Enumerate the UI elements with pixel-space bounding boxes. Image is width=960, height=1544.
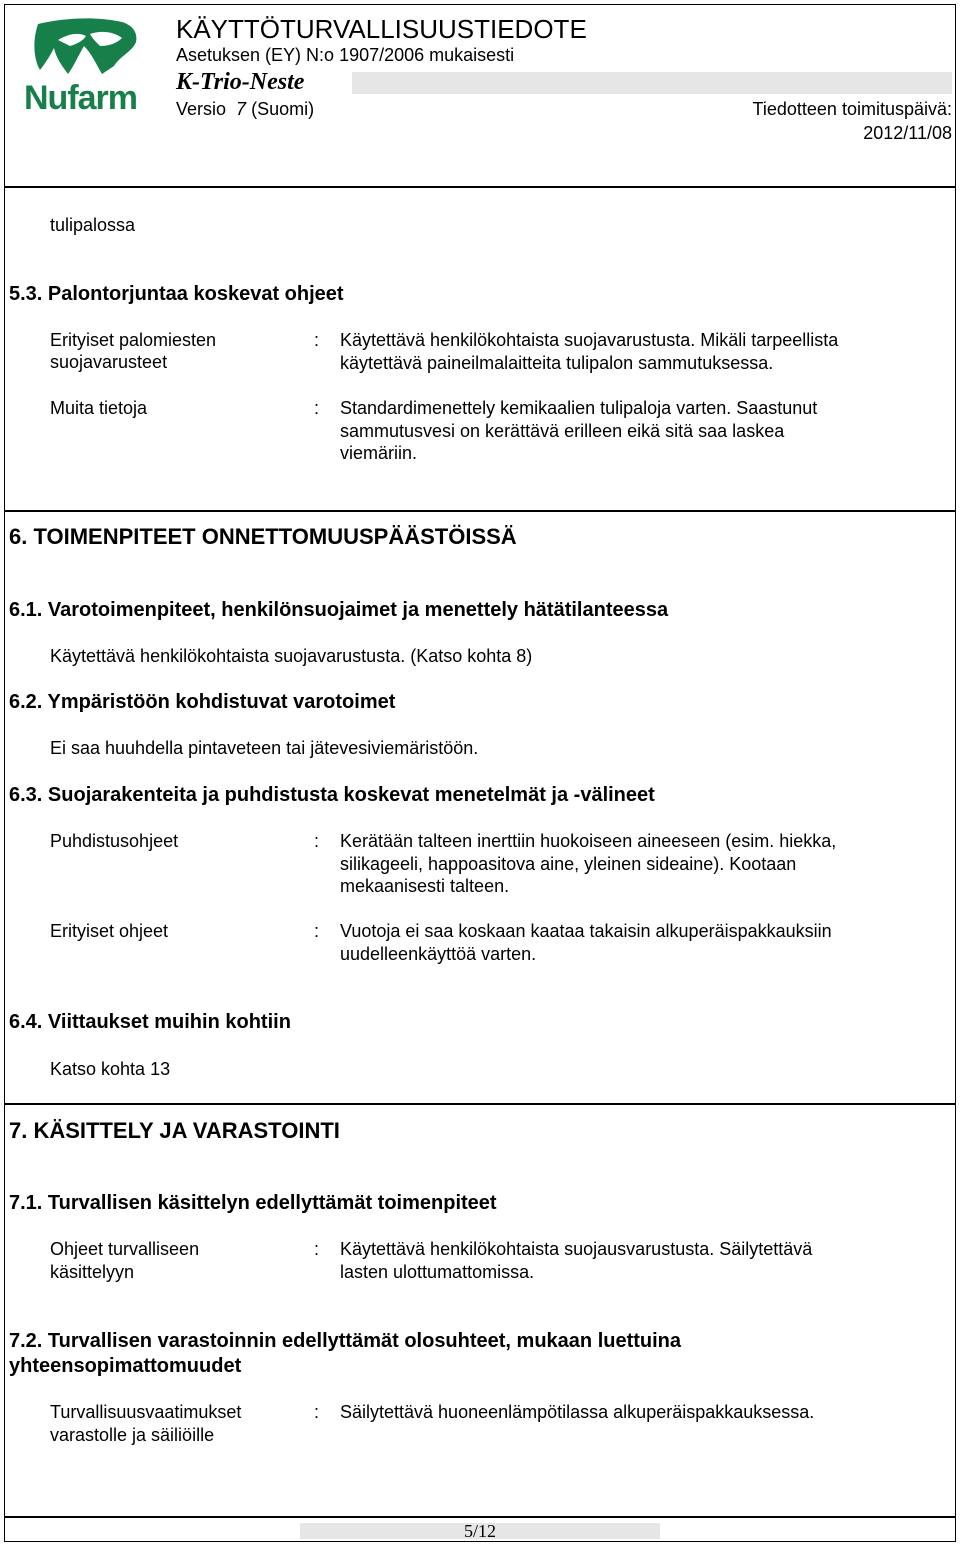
field-colon: : <box>314 831 320 851</box>
page-number: 5/12 <box>463 1521 496 1541</box>
value-line: Kerätään talteen inerttiin huokoiseen aineeseen (esim. hiekka, <box>340 831 837 851</box>
version-language: (Suomi) <box>251 99 315 119</box>
field-label: Muita tietoja <box>50 398 148 418</box>
version-line <box>176 98 314 120</box>
field-value <box>340 397 920 465</box>
section-6-4-heading: 6.4. Viittaukset muihin kohtiin <box>9 1011 291 1033</box>
section-6-4-text: Katso kohta 13 <box>50 1059 171 1079</box>
section-divider <box>4 510 955 512</box>
value-line: lasten ulottumattomissa. <box>340 1261 535 1282</box>
document-title: KÄYTTÖTURVALLISUUSTIEDOTE <box>176 14 587 44</box>
section-6-1-heading: 6.1. Varotoimenpiteet, henkilönsuojaimet ja menettely hätätilanteessa <box>9 599 669 621</box>
field-label: käsittelyyn <box>50 1262 135 1282</box>
field-value <box>340 1401 920 1424</box>
section-6-heading: 6. TOIMENPITEET ONNETTOMUUSPÄÄSTÖISSÄ <box>9 524 517 549</box>
field-colon: : <box>314 330 320 350</box>
section-6-2-text: Ei saa huuhdella pintaveteen tai jätevesiviemäristöön. <box>50 738 479 758</box>
field-colon: : <box>314 921 320 941</box>
value-line: silikageeli, happoasitova aine, yleinen sideaine). Kootaan <box>340 853 797 874</box>
section-6-1-text: Käytettävä henkilökohtaista suojavarustusta. (Katso kohta 8) <box>50 646 533 666</box>
issue-date-label: Tiedotteen toimituspäivä: <box>752 99 952 119</box>
value-line: sammutusvesi on kerättävä erilleen eikä sitä saa laskea <box>340 420 785 441</box>
value-line: Säilytettävä huoneenlämpötilassa alkuperäispakkauksessa. <box>340 1402 815 1422</box>
field-colon: : <box>314 1402 320 1422</box>
value-line: mekaanisesti talteen. <box>340 876 510 896</box>
version-label: Versio <box>176 99 227 119</box>
section-6-2-heading: 6.2. Ympäristöön kohdistuvat varotoimet <box>9 691 396 713</box>
field-colon: : <box>314 1239 320 1259</box>
field-value <box>340 1238 920 1283</box>
issue-date: 2012/11/08 <box>863 123 952 143</box>
value-line: uudelleenkäyttöä varten. <box>340 943 537 964</box>
field-label: Ohjeet turvalliseen <box>50 1239 200 1259</box>
product-name: K-Trio-Neste <box>176 69 305 95</box>
field-value <box>340 329 920 374</box>
carry-over-text: tulipalossa <box>50 215 136 235</box>
regulation-line: Asetuksen (EY) N:o 1907/2006 mukaisesti <box>176 45 515 65</box>
section-7-2-heading: 7.2. Turvallisen varastoinnin edellyttämät olosuhteet, mukaan luettuina <box>9 1330 682 1352</box>
version-number: 7 <box>236 99 247 119</box>
field-label: varastolle ja säiliöille <box>50 1425 215 1445</box>
field-colon: : <box>314 398 320 418</box>
product-band <box>352 72 952 94</box>
header-divider <box>4 186 955 188</box>
value-line: viemäriin. <box>340 443 418 463</box>
section-5-3-heading: 5.3. Palontorjuntaa koskevat ohjeet <box>9 283 344 305</box>
field-label: Puhdistusohjeet <box>50 831 179 851</box>
page-frame <box>4 4 956 1542</box>
value-line: käytettävä paineilmalaitteita tulipalon sammutuksessa. <box>340 352 774 373</box>
footer-divider <box>4 1516 955 1518</box>
field-value <box>340 830 920 898</box>
field-value <box>340 920 920 965</box>
section-7-2-heading-continued: yhteensopimattomuudet <box>9 1355 242 1377</box>
logo-wordmark: Nufarm <box>24 79 138 117</box>
section-7-1-heading: 7.1. Turvallisen käsittelyn edellyttämät toimenpiteet <box>9 1192 497 1214</box>
value-line: Käytettävä henkilökohtaista suojausvarustusta. Säilytettävä <box>340 1239 813 1259</box>
value-line: Vuotoja ei saa koskaan kaataa takaisin alkuperäispakkauksiin <box>340 921 832 941</box>
field-label: Erityiset palomiesten <box>50 330 217 350</box>
field-label: Turvallisuusvaatimukset <box>50 1402 242 1422</box>
value-line: Standardimenettely kemikaalien tulipaloja varten. Saastunut <box>340 398 818 418</box>
section-7-heading: 7. KÄSITTELY JA VARASTOINTI <box>9 1118 340 1143</box>
section-6-3-heading: 6.3. Suojarakenteita ja puhdistusta koskevat menetelmät ja -välineet <box>9 784 655 806</box>
field-label: Erityiset ohjeet <box>50 921 169 941</box>
field-label: suojavarusteet <box>50 352 168 372</box>
section-divider <box>4 1103 955 1105</box>
value-line: Käytettävä henkilökohtaista suojavarustusta. Mikäli tarpeellista <box>340 330 839 350</box>
